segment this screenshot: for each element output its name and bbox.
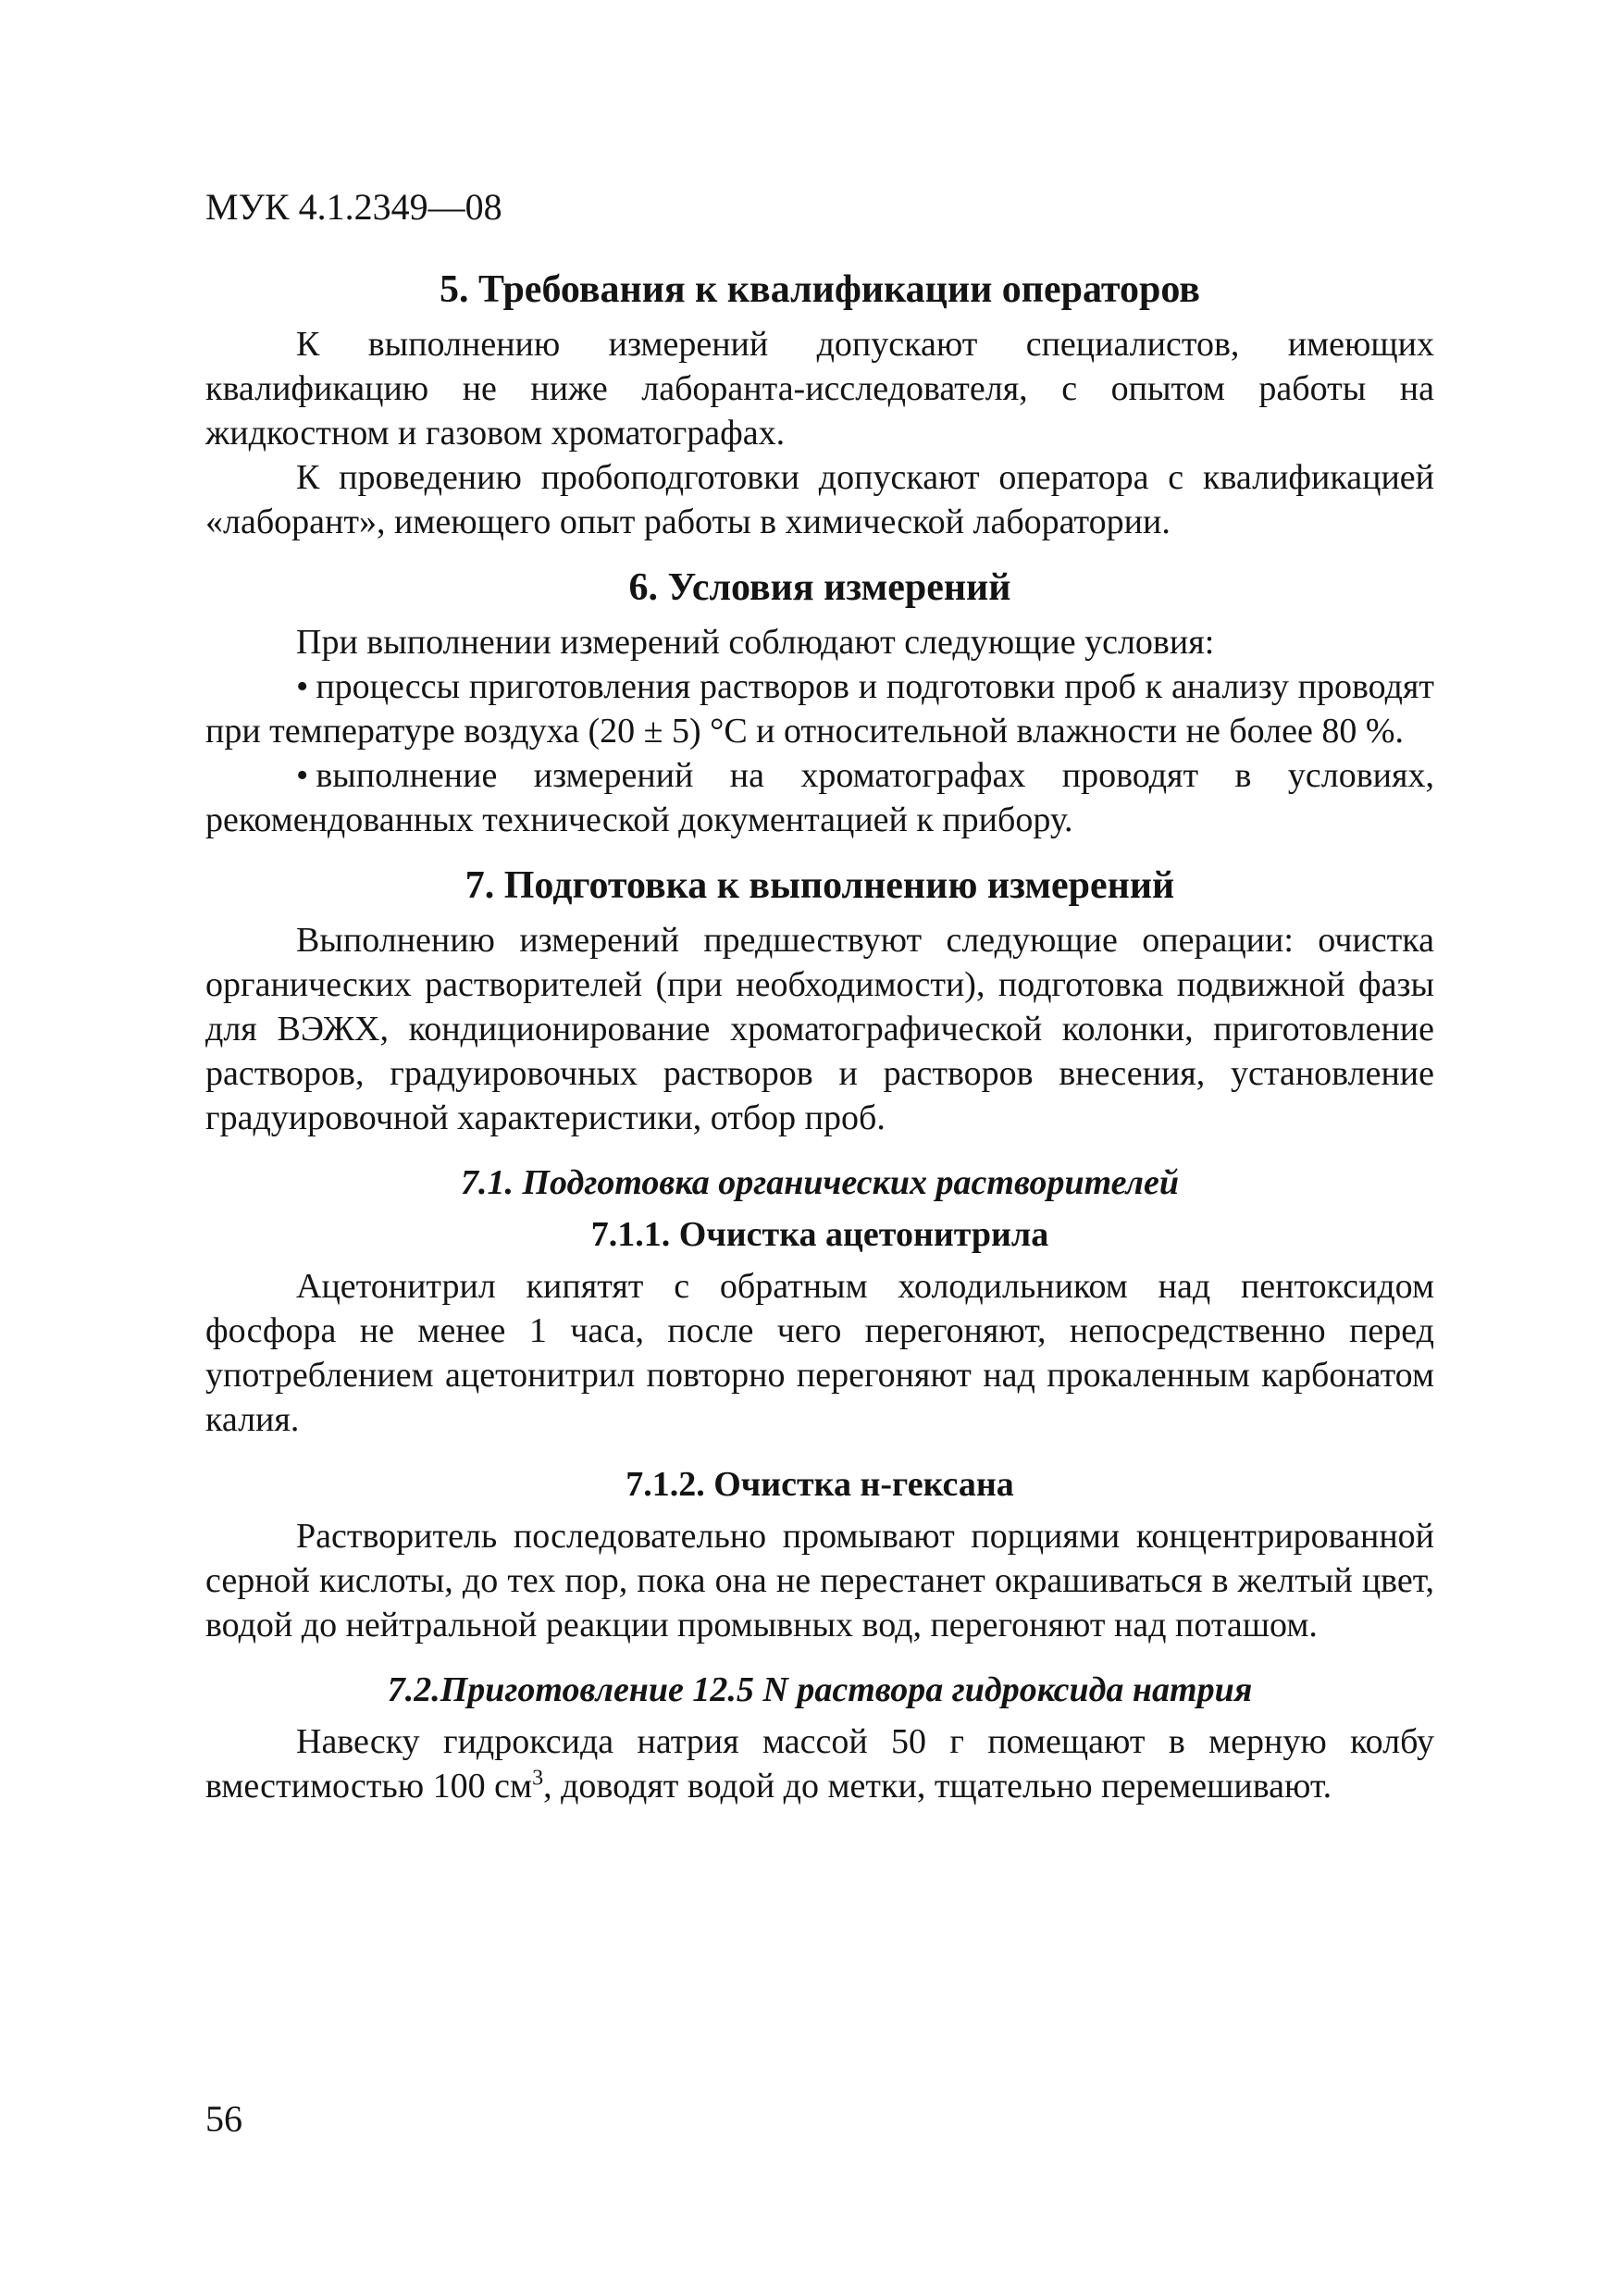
bullet-text: выполнение измерений на хроматографах проводят в условиях, рекомендованных технической документацией к прибору. (205, 756, 1434, 839)
section-7-2-title: 7.2.Приготовление 12.5 N раствора гидроксида натрия (387, 1670, 1253, 1709)
section-5-title: 5. Требования к квалификации операторов (440, 268, 1200, 311)
section-7-1-1-text: Ацетонитрил кипятят с обратным холодильником над пентоксидом фосфора не менее 1 часа, после чего перегоняют, непосредственно перед употреблением ацетонитрил повторно перегоняют над прокаленным карбонатом калия. (205, 1267, 1434, 1439)
section-7-1-2-title: 7.1.2. Очистка н-гексана (626, 1465, 1014, 1504)
document-code: МУК 4.1.2349—08 (205, 186, 502, 228)
section-7-paragraph: Выполнению измерений предшествуют следующие операции: очистка органических растворителей (при необходимости), подготовка подвижной фазы для ВЭЖХ, кондиционирование хроматографической колонки, приготовление растворов, градуировочных растворов и растворов внесения, установление градуировочной характеристики, отбор проб. (205, 921, 1434, 1137)
section-7-1-title: 7.1. Подготовка органических растворителей (460, 1163, 1180, 1202)
section-5-paragraph-1: К выполнению измерений допускают специалистов, имеющих квалификацию не ниже лаборанта-исследователя, с опытом работы на жидкостном и газовом хроматографах. (205, 325, 1434, 453)
document-page (205, 185, 1434, 1808)
section-7-1-2-text: Растворитель последовательно промывают порциями концентрированной серной кислоты, до тех пор, пока она не перестанет окрашиваться в желтый цвет, водой до нейтральной реакции промывных вод, перегоняют над поташом. (205, 1517, 1434, 1644)
section-7-2-text (205, 1719, 1434, 1808)
bullet-icon: • (296, 756, 309, 795)
section-6-bullet-2 (205, 753, 1434, 842)
section-6-intro: При выполнении измерений соблюдают следующие условия: (296, 623, 1215, 662)
section-7-title: 7. Подготовка к выполнению измерений (465, 864, 1175, 907)
bullet-text: процессы приготовления растворов и подготовки проб к анализу проводят при температуре воздуха (20 ± 5) °С и относительной влажности не более 80 %. (205, 667, 1434, 751)
page-number: 56 (205, 2098, 242, 2140)
section-7-2-text-part2: , доводят водой до метки, тщательно перемешивают. (543, 1767, 1332, 1806)
superscript: 3 (532, 1766, 544, 1791)
section-7-1-1-title: 7.1.1. Очистка ацетонитрила (590, 1215, 1049, 1254)
section-5-paragraph-2: К проведению пробоподготовки допускают оператора с квалификацией «лаборант», имеющего опыт работы в химической лаборатории. (205, 458, 1434, 541)
bullet-icon: • (296, 667, 309, 706)
section-7-2-text-part1: Навеску гидроксида натрия массой 50 г помещают в мерную колбу вместимостью 100 см (205, 1722, 1434, 1806)
section-6-bullet-1 (205, 664, 1434, 753)
section-6-title: 6. Условия измерений (628, 566, 1011, 609)
